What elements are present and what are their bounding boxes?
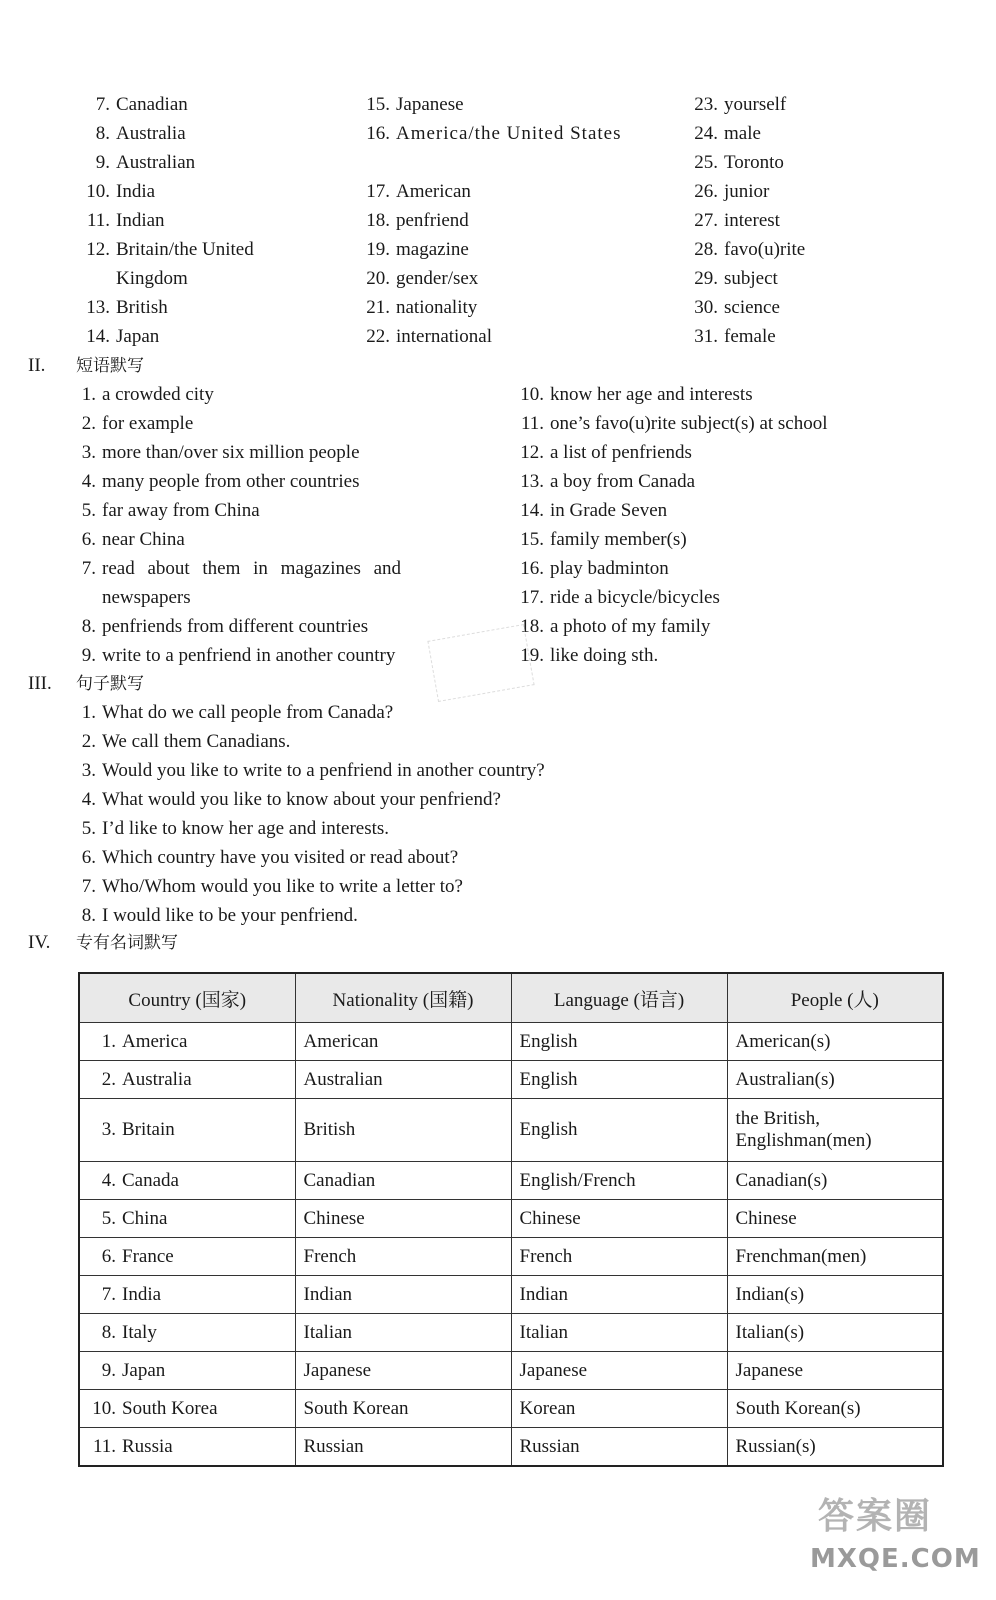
- column-header-nationality: Nationality (国籍): [295, 973, 511, 1023]
- table-row: [79, 1238, 943, 1276]
- phrase-item: far away from China: [102, 500, 260, 521]
- phrase-item: in Grade Seven: [550, 500, 668, 521]
- vocab-item: yourself: [724, 94, 787, 115]
- phrase-item: penfriends from different countries: [102, 616, 369, 637]
- phrase-item: a photo of my family: [550, 616, 711, 637]
- cell-language: Chinese: [511, 1200, 727, 1238]
- vocab-item: British: [116, 297, 168, 318]
- sentence-item: Which country have you visited or read about?: [102, 847, 459, 868]
- cell-language: Korean: [511, 1390, 727, 1428]
- sentence-item: Who/Whom would you like to write a letter to?: [102, 876, 463, 897]
- cell-nationality: British: [295, 1099, 511, 1162]
- cell-people: Italian(s): [727, 1314, 943, 1352]
- vocab-column-2: 15. Japanese 16. America/the United States 17. American 18. penfriend 19. magazine 20. gender/sex 21. nationality 22. international: [356, 90, 656, 351]
- vocab-item: international: [396, 326, 493, 347]
- phrase-item: for example: [102, 413, 194, 434]
- cell-language: English: [511, 1099, 727, 1162]
- cell-people: American(s): [727, 1023, 943, 1061]
- cell-language: Japanese: [511, 1352, 727, 1390]
- cell-country: 1. America: [79, 1023, 295, 1061]
- sentences-list: 1. What do we call people from Canada? 2. We call them Canadians. 3. Would you like to write to a penfriend in another country? 4. What would you like to know about your penfriend? 5. I’d like to know her age and interests. 6. Which country have you visited or read about? 7. Who/Whom would you like to write a letter to? 8. I would like to be your penfriend.: [81, 702, 545, 926]
- cell-country: 10. South Korea: [79, 1390, 295, 1428]
- vocab-item: nationality: [396, 297, 478, 318]
- watermark-brand: 答案圈: [818, 1496, 933, 1537]
- vocab-item: Japanese: [396, 94, 464, 115]
- nationality-table: [78, 972, 944, 1467]
- cell-country: 7. India: [79, 1276, 295, 1314]
- phrase-item: many people from other countries: [102, 471, 360, 492]
- cell-language: English/French: [511, 1162, 727, 1200]
- table-row: [79, 1314, 943, 1352]
- phrase-item: write to a penfriend in another country: [102, 645, 396, 666]
- column-header-people: People (人): [727, 973, 943, 1023]
- cell-country: 6. France: [79, 1238, 295, 1276]
- vocab-column-3: 23. yourself 24. male 25. Toronto 26. junior 27. interest 28. favo(u)rite 29. subject 30. science 31. female: [694, 94, 806, 347]
- vocab-item: Australian: [116, 152, 196, 173]
- vocab-item: interest: [724, 210, 780, 231]
- table-row: [79, 1352, 943, 1390]
- phrase-item: one’s favo(u)rite subject(s) at school: [550, 413, 828, 434]
- table-row: [79, 1099, 943, 1162]
- sentence-item: I’d like to know her age and interests.: [102, 818, 390, 839]
- cell-country: 3. Britain: [79, 1099, 295, 1162]
- section-heading-sentences: III. 句子默写: [28, 673, 144, 694]
- table-row: [79, 1023, 943, 1061]
- cell-people: South Korean(s): [727, 1390, 943, 1428]
- vocab-column-1: 7. Canadian 8. Australia 9. Australian 10. India 11. Indian 12. Britain/the United Kingdom 13. British 14. Japan: [76, 90, 336, 351]
- cell-language: French: [511, 1238, 727, 1276]
- table-row: [79, 1390, 943, 1428]
- phrase-item: more than/over six million people: [102, 442, 360, 463]
- cell-country: 8. Italy: [79, 1314, 295, 1352]
- cell-nationality: South Korean: [295, 1390, 511, 1428]
- cell-country: 9. Japan: [79, 1352, 295, 1390]
- vocab-item: Canadian: [116, 94, 188, 115]
- table-row: [79, 1428, 943, 1467]
- cell-people: Russian(s): [727, 1428, 943, 1467]
- vocab-item: junior: [724, 181, 770, 202]
- watermark-url: MXQE.COM: [810, 1544, 981, 1574]
- cell-language: Indian: [511, 1276, 727, 1314]
- cell-nationality: Australian: [295, 1061, 511, 1099]
- cell-people: Chinese: [727, 1200, 943, 1238]
- cell-people: Indian(s): [727, 1276, 943, 1314]
- phrase-item: like doing sth.: [550, 645, 659, 666]
- section-heading-phrases: II. 短语默写: [28, 355, 144, 376]
- table-row: [79, 1162, 943, 1200]
- section-heading-proper-nouns: IV. 专有名词默写: [28, 932, 178, 953]
- sentence-item: What would you like to know about your penfriend?: [102, 789, 501, 810]
- vocab-item: favo(u)rite: [724, 239, 806, 260]
- vocab-item: subject: [724, 268, 778, 289]
- phrase-item: read about them in magazines and newspapers: [102, 558, 402, 608]
- sentence-item: Would you like to write to a penfriend in another country?: [102, 760, 545, 781]
- cell-nationality: French: [295, 1238, 511, 1276]
- vocab-item: gender/sex: [396, 268, 479, 289]
- cell-people: Australian(s): [727, 1061, 943, 1099]
- cell-nationality: Japanese: [295, 1352, 511, 1390]
- phrase-item: play badminton: [550, 558, 669, 579]
- cell-language: English: [511, 1061, 727, 1099]
- vocab-item: magazine: [396, 239, 469, 260]
- watermark-logo: [810, 1488, 980, 1592]
- vocab-item: India: [116, 181, 156, 202]
- cell-people: Canadian(s): [727, 1162, 943, 1200]
- vocab-item: male: [724, 123, 761, 144]
- cell-nationality: Canadian: [295, 1162, 511, 1200]
- vocab-item: America/the United States: [396, 123, 622, 144]
- phrase-item: family member(s): [550, 529, 687, 550]
- cell-people: Japanese: [727, 1352, 943, 1390]
- phrases-column-right: 10. know her age and interests 11. one’s favo(u)rite subject(s) at school 12. a list of penfriends 13. a boy from Canada 14. in Grade Seven 15. family member(s) 16. play badminton 17. ride a bicycle/bicycles 18. a photo of my family 19. like doing sth.: [520, 384, 828, 666]
- phrase-item: a list of penfriends: [550, 442, 692, 463]
- cell-country: 2. Australia: [79, 1061, 295, 1099]
- vocab-item: American: [396, 181, 471, 202]
- column-header-country: Country (国家): [79, 973, 295, 1023]
- table-row: [79, 1061, 943, 1099]
- phrase-item: know her age and interests: [550, 384, 753, 405]
- cell-country: 5. China: [79, 1200, 295, 1238]
- vocab-item: Britain/the United Kingdom: [116, 239, 254, 289]
- vocab-item: penfriend: [396, 210, 469, 231]
- cell-language: Russian: [511, 1428, 727, 1467]
- cell-people: Frenchman(men): [727, 1238, 943, 1276]
- cell-language: Italian: [511, 1314, 727, 1352]
- cell-country: 4. Canada: [79, 1162, 295, 1200]
- phrase-item: ride a bicycle/bicycles: [550, 587, 720, 608]
- cell-nationality: Italian: [295, 1314, 511, 1352]
- cell-nationality: Russian: [295, 1428, 511, 1467]
- vocab-item: Japan: [116, 326, 160, 347]
- cell-nationality: American: [295, 1023, 511, 1061]
- vocab-item: Toronto: [724, 152, 784, 173]
- cell-nationality: Indian: [295, 1276, 511, 1314]
- sentence-item: What do we call people from Canada?: [102, 702, 394, 723]
- phrase-item: a crowded city: [102, 384, 214, 405]
- vocab-item: Indian: [116, 210, 165, 231]
- phrase-item: a boy from Canada: [550, 471, 696, 492]
- vocab-item: Australia: [116, 123, 186, 144]
- sentence-item: We call them Canadians.: [102, 731, 291, 752]
- table-row: [79, 1276, 943, 1314]
- phrases-column-left: 1. a crowded city 2. for example 3. more than/over six million people 4. many people from other countries 5. far away from China 6. near China 7. read about them in magazines and newspapers 8. penfriends from different countries 9. write to a penfriend in another country: [76, 380, 496, 670]
- vocab-item: science: [724, 297, 780, 318]
- table-header-row: [79, 973, 943, 1023]
- sentence-item: I would like to be your penfriend.: [102, 905, 358, 926]
- column-header-language: Language (语言): [511, 973, 727, 1023]
- vocab-item: female: [724, 326, 776, 347]
- cell-nationality: Chinese: [295, 1200, 511, 1238]
- cell-people: the British, Englishman(men): [727, 1099, 943, 1162]
- table-row: [79, 1200, 943, 1238]
- cell-country: 11. Russia: [79, 1428, 295, 1467]
- phrase-item: near China: [102, 529, 185, 550]
- cell-language: English: [511, 1023, 727, 1061]
